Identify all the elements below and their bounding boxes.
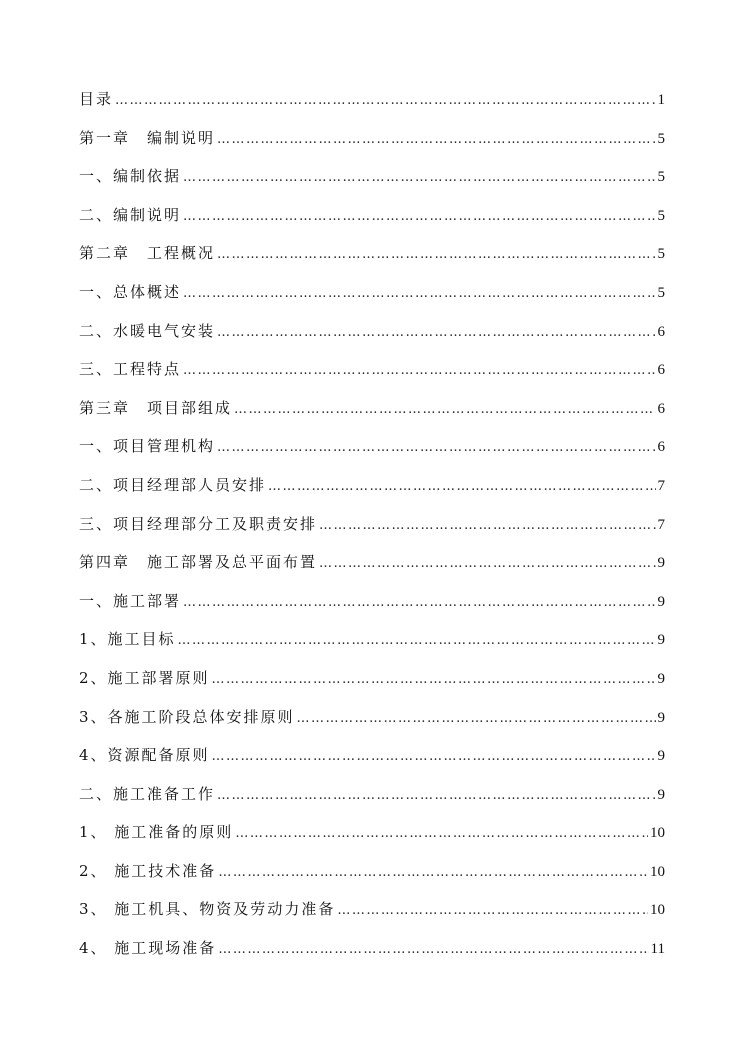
toc-entry-page: 10 [650,863,665,880]
table-of-contents [79,88,665,976]
toc-dot-leader [235,826,648,841]
toc-entry-page: 9 [657,632,665,649]
toc-entry[interactable] [79,898,665,937]
toc-dot-leader [268,479,655,494]
toc-entry-page: 9 [657,670,665,687]
toc-dot-leader [183,170,655,185]
toc-entry-page: 6 [657,400,665,417]
toc-entry-title: 第一章 编制说明 [79,128,216,147]
toc-entry[interactable] [79,127,665,166]
toc-dot-leader [217,325,655,340]
toc-entry-title: 目录 [79,90,114,108]
toc-dot-leader [297,711,656,726]
toc-entry[interactable] [79,88,665,127]
toc-entry-title: 第三章 项目部组成 [79,398,233,417]
toc-entry-page: 5 [657,169,665,186]
toc-entry-page: 7 [657,477,665,494]
toc-entry[interactable] [79,513,665,552]
toc-entry-title: 4、 施工现场准备 [79,939,217,958]
toc-dot-leader [218,865,648,880]
toc-entry-title: 一、施工部署 [79,591,182,610]
toc-dot-leader [217,132,655,147]
toc-entry[interactable] [79,706,665,745]
toc-entry-title: 1、 施工准备的原则 [79,823,234,842]
toc-entry-title: 第四章 施工部署及总平面布置 [79,553,318,572]
toc-entry[interactable] [79,397,665,436]
toc-entry-page: 5 [657,207,665,224]
toc-dot-leader [212,749,656,764]
toc-entry-title: 二、施工准备工作 [79,784,216,803]
toc-entry-page: 10 [650,902,665,919]
toc-dot-leader [183,363,655,378]
toc-dot-leader [212,672,656,687]
toc-entry-page: 9 [657,555,665,572]
toc-entry[interactable] [79,590,665,629]
toc-entry-title: 三、项目经理部分工及职责安排 [79,514,318,533]
toc-entry[interactable] [79,821,665,860]
toc-dot-leader [337,903,648,918]
toc-entry-page: 6 [657,323,665,340]
toc-entry[interactable] [79,744,665,783]
toc-entry-title: 1、施工目标 [79,630,176,649]
toc-entry-page: 9 [657,748,665,765]
toc-entry[interactable] [79,667,665,706]
toc-entry-title: 2、 施工技术准备 [79,861,217,880]
toc-entry-title: 一、总体概述 [79,282,182,301]
toc-dot-leader [178,633,656,648]
toc-dot-leader [217,247,655,262]
toc-entry-title: 2、施工部署原则 [79,668,210,687]
toc-entry-page: 1 [657,92,665,108]
toc-dot-leader [234,402,655,417]
toc-entry-title: 二、项目经理部人员安排 [79,475,267,494]
toc-entry[interactable] [79,242,665,281]
toc-dot-leader [217,440,655,455]
toc-dot-leader [217,788,655,803]
toc-entry[interactable] [79,551,665,590]
toc-entry[interactable] [79,165,665,204]
toc-dot-leader [183,286,655,301]
toc-entry-page: 5 [657,130,665,147]
toc-entry[interactable] [79,435,665,474]
toc-entry[interactable] [79,474,665,513]
toc-dot-leader [183,595,655,610]
toc-entry-title: 3、 施工机具、物资及劳动力准备 [79,900,336,919]
toc-entry-page: 7 [657,516,665,533]
toc-entry[interactable] [79,281,665,320]
toc-entry-page: 9 [657,786,665,803]
toc-dot-leader [319,518,655,533]
toc-entry[interactable] [79,860,665,899]
toc-entry-page: 6 [657,439,665,456]
toc-entry[interactable] [79,628,665,667]
toc-entry-title: 4、资源配备原则 [79,746,210,765]
toc-entry-title: 一、编制依据 [79,167,182,186]
toc-entry-title: 二、编制说明 [79,205,182,224]
toc-entry[interactable] [79,358,665,397]
toc-entry-title: 第二章 工程概况 [79,244,216,263]
toc-entry-page: 9 [657,709,665,726]
toc-dot-leader [183,209,655,224]
toc-entry-page: 9 [657,593,665,610]
toc-entry[interactable] [79,937,665,976]
toc-entry[interactable] [79,204,665,243]
toc-entry-title: 二、水暖电气安装 [79,321,216,340]
toc-dot-leader [115,93,655,108]
toc-entry[interactable] [79,783,665,822]
toc-entry-page: 5 [657,284,665,301]
toc-entry-page: 5 [657,246,665,263]
toc-dot-leader [319,556,655,571]
toc-entry-page: 10 [650,825,665,842]
toc-entry[interactable] [79,320,665,359]
toc-entry-page: 6 [657,362,665,379]
toc-entry-title: 3、各施工阶段总体安排原则 [79,707,295,726]
toc-entry-page: 11 [650,941,665,958]
toc-entry-title: 三、工程特点 [79,360,182,379]
toc-entry-title: 一、项目管理机构 [79,437,216,456]
toc-dot-leader [218,942,648,957]
